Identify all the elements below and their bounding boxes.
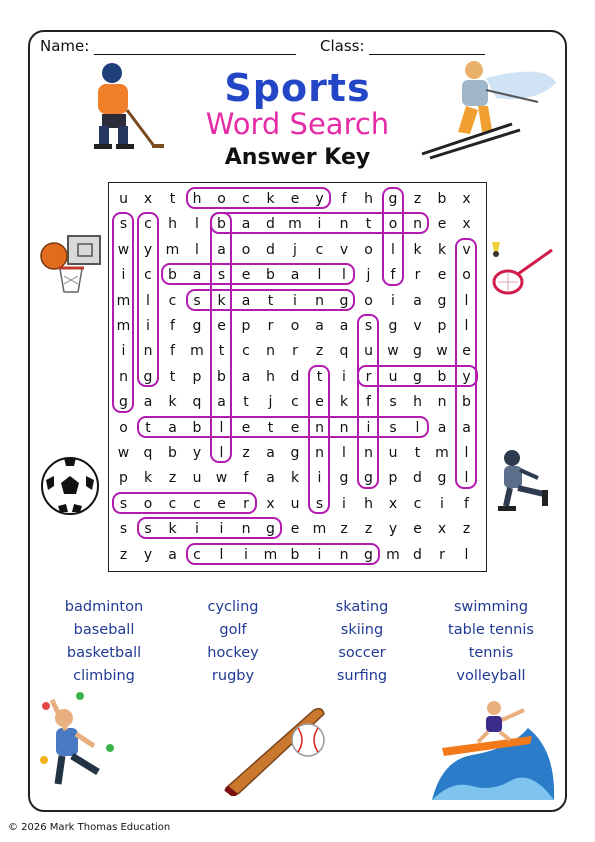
grid-letter: n — [315, 292, 324, 309]
grid-letter: y — [143, 546, 153, 563]
grid-letter: z — [413, 191, 422, 207]
grid-letter: t — [243, 394, 249, 411]
grid-letter: g — [119, 394, 128, 411]
grid-letter: s — [389, 419, 397, 436]
grid-letter: a — [168, 546, 177, 563]
grid-letter: z — [364, 521, 373, 538]
grid-letter: i — [121, 343, 126, 360]
grid-letter: a — [168, 419, 177, 436]
grid-letter: e — [437, 216, 447, 233]
grid-letter: f — [170, 343, 175, 360]
grid-letter: i — [195, 521, 199, 538]
grid-letter: e — [241, 267, 251, 284]
grid-letter: n — [266, 343, 275, 360]
grid-letter: t — [316, 368, 323, 385]
word-list-item: soccer — [338, 645, 386, 661]
grid-letter: o — [119, 419, 128, 436]
grid-letter: c — [291, 394, 299, 411]
word-list-item: tennis — [468, 645, 514, 661]
grid-letter: n — [364, 445, 373, 461]
grid-letter: s — [144, 521, 152, 538]
grid-letter: g — [437, 470, 447, 487]
grid-letter: x — [388, 495, 398, 512]
grid-letter: z — [340, 521, 348, 538]
title-word-search: Word Search — [205, 107, 390, 141]
grid-letter: t — [414, 445, 421, 461]
grid-letter: u — [290, 495, 300, 512]
answer-loop — [382, 187, 404, 286]
grid-letter: w — [117, 241, 130, 258]
grid-letter: h — [266, 368, 275, 385]
grid-letter: s — [193, 292, 201, 309]
grid-letter: o — [462, 267, 471, 284]
grid-letter: a — [339, 318, 349, 334]
grid-letter: y — [315, 191, 324, 207]
grid-letter: n — [413, 216, 422, 233]
answer-loop — [112, 212, 134, 412]
grid-letter: x — [143, 191, 153, 207]
grid-letter: n — [339, 546, 349, 563]
grid-letter: m — [165, 241, 180, 258]
grid-letter: z — [315, 343, 324, 360]
word-search-grid — [108, 182, 487, 572]
word-list-item: hockey — [207, 645, 259, 661]
grid-letter: i — [366, 419, 371, 436]
answer-loop — [357, 314, 379, 489]
grid-letter: w — [117, 445, 130, 461]
class-line — [369, 54, 485, 55]
grid-letter: o — [290, 318, 300, 334]
grid-letter: r — [414, 267, 421, 284]
grid-letter: w — [436, 343, 448, 360]
grid-letter: b — [437, 191, 447, 207]
grid-letter: c — [144, 267, 152, 284]
word-list-item: rugby — [211, 668, 255, 684]
grid-letter: a — [241, 292, 251, 309]
grid-letter: t — [218, 343, 225, 360]
grid-letter: e — [315, 394, 324, 411]
grid-letter: n — [339, 216, 349, 233]
grid-letter: k — [217, 292, 226, 309]
grid-letter: d — [266, 241, 275, 258]
grid-letter: w — [387, 343, 399, 360]
grid-letter: y — [143, 241, 153, 258]
word-list-item: basketball — [66, 645, 142, 661]
grid-letter: f — [243, 470, 249, 487]
grid-letter: c — [242, 343, 250, 360]
grid-letter: l — [464, 318, 469, 334]
grid-letter: k — [437, 241, 447, 258]
grid-letter: l — [219, 419, 224, 436]
class-label: Class: — [320, 37, 365, 55]
grid-letter: t — [145, 419, 151, 436]
grid-letter: j — [293, 241, 297, 258]
word-list-column — [163, 596, 303, 688]
grid-letter: m — [190, 343, 204, 360]
grid-letter: d — [290, 368, 300, 385]
grid-letter: n — [315, 445, 324, 461]
grid-letter: a — [266, 445, 275, 461]
word-list-item: skating — [335, 599, 389, 615]
grid-letter: l — [464, 546, 469, 563]
grid-letter: a — [241, 368, 251, 385]
grid-letter: i — [317, 470, 322, 487]
grid-letter: o — [364, 241, 373, 258]
grid-letter: y — [388, 521, 398, 538]
grid-letter: w — [215, 470, 228, 487]
grid-letter: a — [192, 267, 202, 284]
grid-letter: c — [144, 216, 152, 233]
grid-letter: i — [317, 546, 322, 563]
grid-letter: m — [386, 546, 400, 563]
grid-letter: l — [415, 419, 420, 436]
grid-letter: a — [290, 267, 300, 284]
name-field — [40, 37, 296, 55]
grid-letter: p — [192, 368, 202, 385]
grid-letter: l — [146, 292, 150, 309]
badminton-racket-icon — [486, 240, 556, 300]
word-list-column — [292, 596, 432, 688]
grid-letter: n — [315, 419, 324, 436]
class-field — [320, 37, 485, 55]
grid-letter: e — [437, 267, 447, 284]
grid-letter: y — [462, 368, 471, 385]
grid-letter: o — [217, 191, 226, 207]
grid-letter: g — [364, 546, 373, 563]
hockey-player-icon — [72, 60, 168, 156]
grid-letter: a — [266, 470, 275, 487]
grid-letter: b — [437, 368, 447, 385]
grid-letter: q — [339, 343, 349, 360]
word-list-column — [421, 596, 561, 688]
grid-letter: b — [462, 394, 471, 411]
word-list-item: skiing — [340, 622, 384, 638]
grid-letter: d — [266, 216, 275, 233]
grid-letter: h — [168, 216, 177, 233]
grid-letter: i — [391, 292, 395, 309]
name-line — [94, 54, 296, 55]
grid-letter: h — [192, 191, 202, 207]
grid-letter: c — [193, 495, 201, 512]
grid-letter: a — [241, 216, 251, 233]
grid-letter: l — [464, 470, 469, 487]
name-label: Name: — [40, 37, 90, 55]
grid-letter: i — [146, 318, 150, 334]
grid-letter: k — [339, 394, 349, 411]
grid-letter: r — [267, 318, 274, 334]
grid-letter: a — [315, 318, 324, 334]
grid-letter: i — [121, 267, 126, 284]
grid-letter: c — [168, 495, 177, 512]
grid-letter: b — [168, 445, 177, 461]
grid-letter: l — [464, 292, 469, 309]
grid-letter: k — [266, 191, 275, 207]
grid-letter: t — [169, 368, 176, 385]
grid-letter: h — [364, 495, 373, 512]
grid-letter: g — [388, 318, 398, 334]
grid-letter: c — [242, 191, 250, 207]
word-list-item: surfing — [336, 668, 388, 684]
soccer-ball-icon — [38, 454, 102, 518]
grid-letter: c — [168, 292, 177, 309]
grid-letter: r — [365, 368, 372, 385]
grid-letter: p — [437, 318, 447, 334]
grid-letter: f — [170, 318, 175, 334]
word-list-item: cycling — [207, 599, 259, 615]
answer-loop — [455, 238, 477, 489]
grid-letter: p — [388, 470, 398, 487]
grid-letter: k — [168, 394, 177, 411]
grid-letter: d — [413, 546, 422, 563]
grid-letter: t — [169, 191, 176, 207]
grid-letter: g — [364, 470, 373, 487]
grid-letter: j — [366, 267, 371, 284]
grid-letter: v — [462, 241, 471, 258]
grid-letter: s — [217, 267, 226, 284]
grid-letter: g — [290, 445, 300, 461]
grid-letter: i — [342, 368, 346, 385]
grid-letter: x — [462, 191, 471, 207]
grid-letter: b — [290, 546, 300, 563]
grid-letter: b — [168, 267, 177, 284]
grid-letter: p — [119, 470, 128, 487]
grid-letter: k — [290, 470, 300, 487]
grid-letter: a — [437, 419, 447, 436]
grid-letter: i — [244, 546, 248, 563]
grid-letter: v — [339, 241, 349, 258]
grid-letter: z — [462, 521, 471, 538]
grid-letter: e — [290, 521, 300, 538]
grid-letter: r — [439, 546, 445, 563]
grid-letter: t — [267, 419, 274, 436]
grid-letter: o — [388, 216, 398, 233]
grid-letter: l — [342, 267, 346, 284]
grid-letter: f — [341, 191, 347, 207]
grid-letter: l — [219, 546, 224, 563]
grid-letter: c — [315, 241, 324, 258]
grid-letter: m — [116, 292, 131, 309]
word-list-item: table tennis — [448, 622, 534, 638]
grid-letter: b — [217, 216, 226, 233]
grid-letter: g — [339, 292, 349, 309]
grid-letter: z — [242, 445, 250, 461]
grid-letter: h — [364, 191, 373, 207]
grid-letter: u — [388, 445, 398, 461]
grid-letter: s — [119, 521, 128, 538]
grid-letter: k — [143, 470, 153, 487]
grid-letter: r — [292, 343, 298, 360]
grid-letter: i — [219, 521, 224, 538]
grid-letter: k — [168, 521, 177, 538]
grid-letter: q — [192, 394, 202, 411]
grid-letter: i — [293, 292, 297, 309]
grid-letter: l — [195, 216, 199, 233]
grid-letter: l — [464, 445, 469, 461]
grid-letter: e — [217, 495, 226, 512]
grid-letter: a — [462, 419, 471, 436]
grid-letter: b — [192, 419, 202, 436]
grid-letter: b — [266, 267, 275, 284]
grid-letter: x — [266, 495, 275, 512]
word-list-item: badminton — [64, 599, 144, 615]
grid-letter: n — [339, 419, 349, 436]
grid-letter: m — [312, 521, 327, 538]
grid-letter: h — [413, 394, 422, 411]
grid-letter: s — [119, 495, 128, 512]
grid-letter: l — [219, 445, 224, 461]
grid-letter: p — [241, 318, 251, 334]
skier-icon — [416, 58, 562, 160]
grid-letter: g — [143, 368, 153, 385]
answer-loop — [137, 212, 159, 387]
grid-letter: m — [263, 546, 278, 563]
grid-letter: d — [413, 470, 422, 487]
grid-letter: c — [413, 495, 422, 512]
grid-letter: i — [440, 495, 444, 512]
grid-letter: g — [437, 292, 447, 309]
grid-letter: c — [193, 546, 201, 563]
word-list-item: volleyball — [456, 668, 526, 684]
answer-loop — [112, 492, 257, 514]
grid-letter: t — [365, 216, 372, 233]
grid-letter: t — [267, 292, 274, 309]
grid-letter: n — [119, 368, 128, 385]
grid-letter: e — [413, 521, 422, 538]
grid-letter: j — [268, 394, 273, 411]
grid-letter: e — [290, 419, 300, 436]
answer-loop — [186, 187, 331, 209]
grid-letter: z — [168, 470, 177, 487]
grid-letter: a — [217, 241, 226, 258]
surfer-icon — [432, 700, 558, 804]
rollerblader-icon — [492, 448, 562, 518]
baseball-bat-icon — [218, 700, 334, 796]
grid-letter: a — [217, 394, 226, 411]
grid-letter: x — [462, 216, 471, 233]
grid-letter: n — [241, 521, 251, 538]
grid-letter: g — [413, 368, 422, 385]
answer-loop — [137, 517, 282, 539]
grid-letter: s — [389, 394, 397, 411]
grid-letter: g — [266, 521, 275, 538]
grid-letter: l — [391, 241, 395, 258]
grid-letter: e — [290, 191, 300, 207]
word-list-column — [34, 596, 174, 688]
grid-letter: u — [192, 470, 202, 487]
grid-letter: s — [364, 318, 373, 334]
grid-letter: s — [315, 495, 324, 512]
grid-letter: n — [143, 343, 153, 360]
copyright-footer: © 2026 Mark Thomas Education — [8, 822, 171, 833]
grid-letter: o — [143, 495, 153, 512]
grid-letter: e — [241, 419, 251, 436]
grid-letter: f — [464, 495, 469, 512]
grid-letter: u — [119, 191, 128, 207]
grid-letter: g — [388, 191, 398, 207]
grid-letter: a — [143, 394, 153, 411]
title-sports: Sports — [224, 66, 371, 110]
grid-letter: g — [413, 343, 422, 360]
grid-letter: q — [143, 445, 153, 461]
grid-letter: i — [342, 495, 346, 512]
grid-letter: y — [192, 445, 202, 461]
grid-letter: l — [342, 445, 346, 461]
grid-letter: g — [192, 318, 202, 334]
grid-letter: o — [364, 292, 373, 309]
word-list-item: swimming — [453, 599, 529, 615]
grid-letter: u — [388, 368, 398, 385]
grid-letter: b — [217, 368, 226, 385]
grid-letter: e — [217, 318, 226, 334]
answer-loop — [210, 212, 232, 463]
word-list-item: baseball — [73, 622, 135, 638]
grid-letter: z — [119, 546, 128, 563]
grid-letter: u — [364, 343, 373, 360]
grid-letter: g — [339, 470, 349, 487]
answer-loop — [186, 543, 380, 565]
grid-letter: v — [413, 318, 422, 334]
grid-letter: a — [413, 292, 422, 309]
grid-letter: m — [435, 445, 449, 461]
climber-icon — [36, 688, 128, 800]
grid-letter: l — [195, 241, 199, 258]
grid-letter: n — [437, 394, 447, 411]
basketball-hoop-icon — [38, 234, 104, 300]
grid-letter: i — [317, 216, 322, 233]
title-answer-key: Answer Key — [224, 145, 371, 170]
answer-loop — [308, 365, 330, 514]
grid-letter: k — [413, 241, 422, 258]
answer-loop — [137, 416, 429, 438]
word-list-item: climbing — [73, 668, 135, 684]
grid-letter: e — [462, 343, 471, 360]
grid-letter: l — [317, 267, 322, 284]
grid-letter: r — [243, 495, 249, 512]
grid-letter: x — [437, 521, 447, 538]
grid-letter: f — [390, 267, 396, 284]
grid-letter: o — [241, 241, 251, 258]
answer-loop — [161, 263, 355, 285]
grid-letter: f — [366, 394, 371, 411]
word-list-item: golf — [219, 622, 247, 638]
grid-letter: m — [116, 318, 131, 334]
grid-letter: s — [119, 216, 128, 233]
grid-letter: m — [288, 216, 302, 233]
